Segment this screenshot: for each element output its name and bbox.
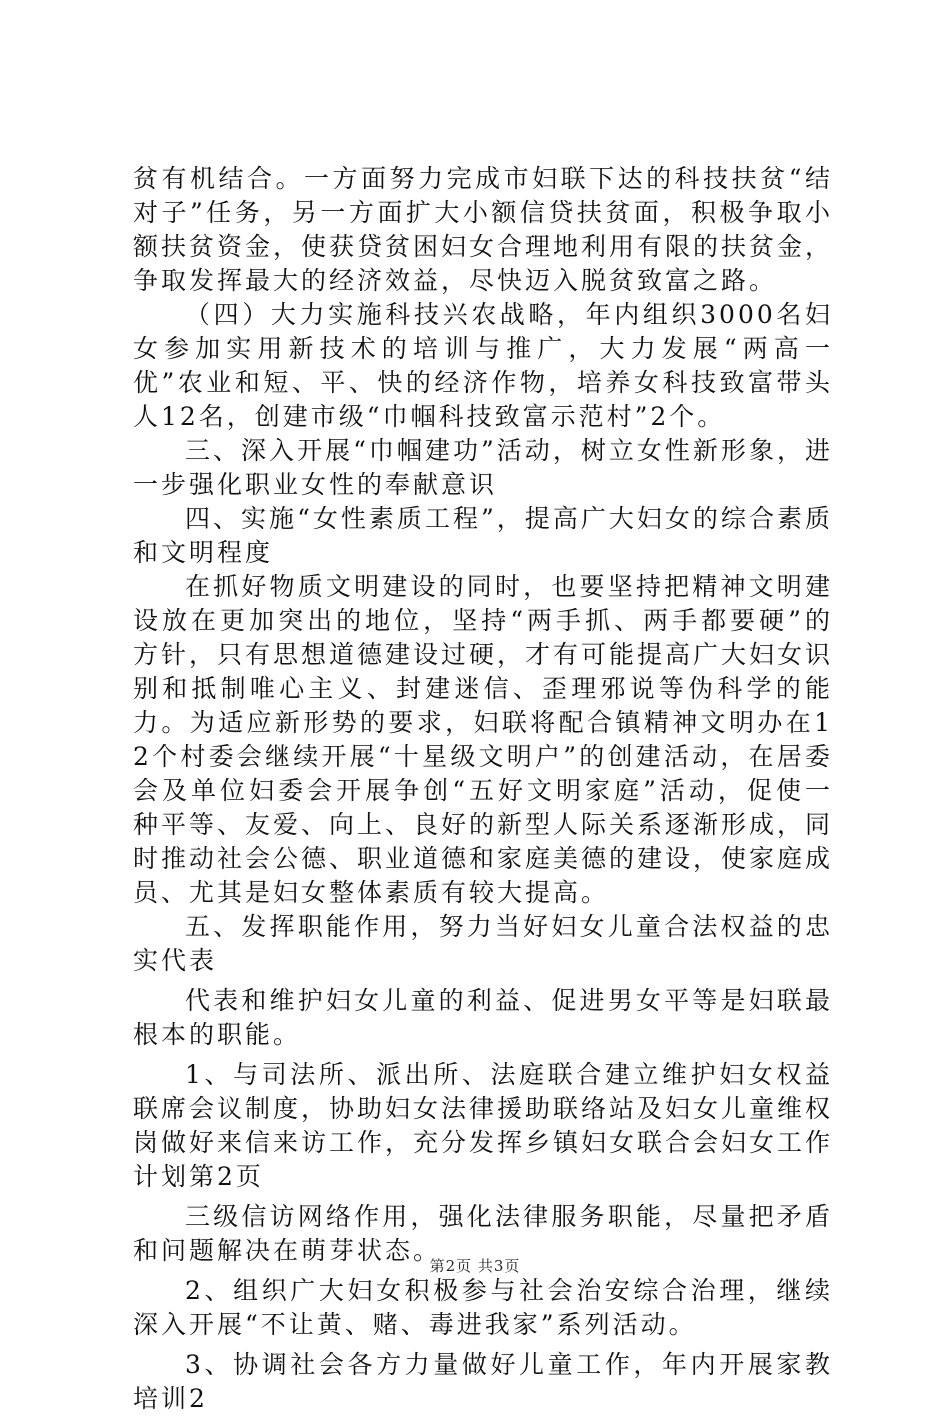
document-body — [133, 162, 833, 1416]
paragraph-tech-agriculture: （四）大力实施科技兴农战略，年内组织3000名妇女参加实用新技术的培训与推广，大力发展“两高一优”农业和短、平、快的经济作物，培养女科技致富带头人12名，创建市级“巾帼科技致富示范村”2个。 — [133, 300, 833, 431]
page-number-footer: 第2页 共3页 — [429, 1257, 521, 1275]
list-item-1: 1、与司法所、派出所、法庭联合建立维护妇女权益联席会议制度，协助妇女法律援助联络站及妇女儿童维权岗做好来信来访工作，充分发挥乡镇妇女联合会妇女工作计划第2页 — [133, 1060, 834, 1191]
paragraph-spiritual-civilization: 在抓好物质文明建设的同时，也要坚持把精神文明建设放在更加突出的地位，坚持“两手抓、两手都要硬”的方针，只有思想道德建设过硬，才有可能提高广大妇女识别和抵制唯心主义、封建迷信、歪理邪说等伪科学的能力。为适应新形势的要求，妇联将配合镇精神文明办在12个村委会继续开展“十星级文明户”的创建活动，在居委会及单位妇委会开展争创“五好文明家庭”活动，促使一种平等、友爱、向上、良好的新型人际关系逐渐形成，同时推动社会公德、职业道德和家庭美德的建设，使家庭成员、尤其是妇女整体素质有较大提高。 — [133, 572, 834, 907]
heading-section-four: 四、实施“女性素质工程”，提高广大妇女的综合素质和文明程度 — [133, 504, 833, 567]
list-item-3: 3、协调社会各方力量做好儿童工作，年内开展家教培训2 — [133, 1350, 833, 1413]
paragraph-core-function: 代表和维护妇女儿童的利益、促进男女平等是妇联最根本的职能。 — [133, 986, 833, 1049]
heading-section-five: 五、发挥职能作用，努力当好妇女儿童合法权益的忠实代表 — [133, 912, 833, 975]
list-item-2: 2、组织广大妇女积极参与社会治安综合治理，继续深入开展“不让黄、赌、毒进我家”系列活动。 — [133, 1276, 833, 1339]
paragraph-petition-network: 三级信访网络作用，强化法律服务职能，尽量把矛盾和问题解决在萌芽状态。 — [133, 1202, 833, 1265]
paragraph-poverty-relief: 贫有机结合。一方面努力完成市妇联下达的科技扶贫“结对子”任务，另一方面扩大小额信贷扶贫面，积极争取小额扶贫资金，使获贷贫困妇女合理地利用有限的扶贫金，争取发挥最大的经济效益，尽快迈入脱贫致富之路。 — [133, 164, 834, 295]
heading-section-three: 三、深入开展“巾帼建功”活动，树立女性新形象，进一步强化职业女性的奉献意识 — [133, 436, 833, 499]
